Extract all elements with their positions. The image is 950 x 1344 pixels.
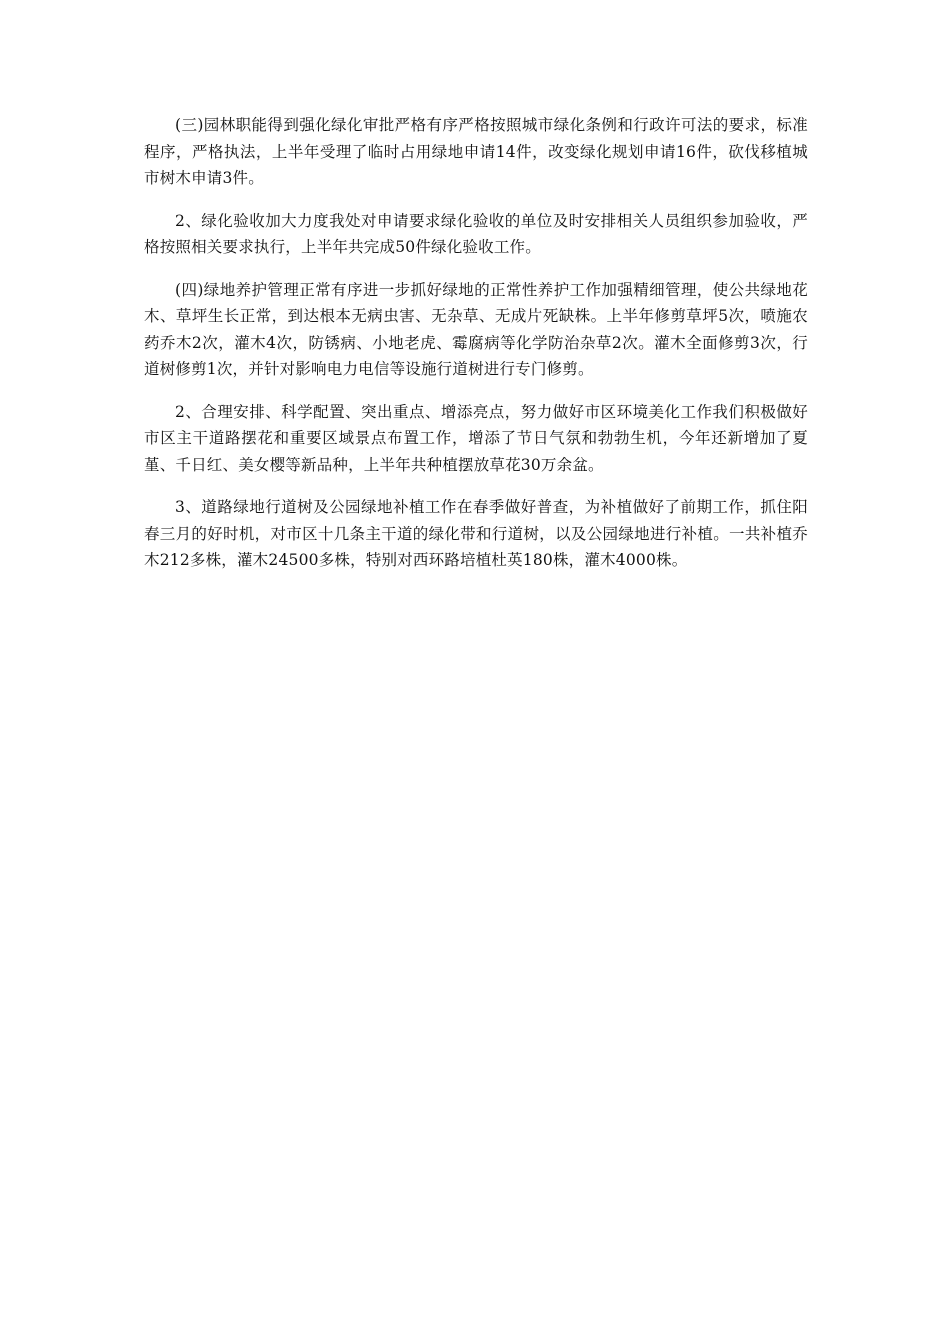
paragraph-maintenance: (四)绿地养护管理正常有序进一步抓好绿地的正常性养护工作加强精细管理，使公共绿地花木、草坪生长正常，到达根本无病虫害、无杂草、无成片死缺株。上半年修剪草坪5次，喷施农药乔木2次，灌木4次，防锈病、小地老虎、霉腐病等化学防治杂草2次。灌木全面修剪3次，行道树修剪1次，并针对影响电力电信等设施行道树进行专门修剪。 xyxy=(144,280,808,378)
paragraph-beautification: 2、合理安排、科学配置、突出重点、增添亮点，努力做好市区环境美化工作我们积极做好市区主干道路摆花和重要区域景点布置工作，增添了节日气氛和勃勃生机，今年还新增加了夏堇、千日红、美女樱等新品种，上半年共种植摆放草花30万余盆。 xyxy=(144,402,808,474)
paragraph-approval: (三)园林职能得到强化绿化审批严格有序严格按照城市绿化条例和行政许可法的要求，标准程序，严格执法，上半年受理了临时占用绿地申请14件，改变绿化规划申请16件，砍伐移植城市树木申请3件。 xyxy=(144,116,808,187)
document-body xyxy=(144,112,808,590)
paragraph-acceptance: 2、绿化验收加大力度我处对申请要求绿化验收的单位及时安排相关人员组织参加验收，严格按照相关要求执行，上半年共完成50件绿化验收工作。 xyxy=(144,211,808,256)
paragraph-replanting: 3、道路绿地行道树及公园绿地补植工作在春季做好普查，为补植做好了前期工作，抓住阳春三月的好时机，对市区十几条主干道的绿化带和行道树，以及公园绿地进行补植。一共补植乔木212多株，灌木24500多株，特别对西环路培植杜英180株，灌木4000株。 xyxy=(144,498,808,569)
